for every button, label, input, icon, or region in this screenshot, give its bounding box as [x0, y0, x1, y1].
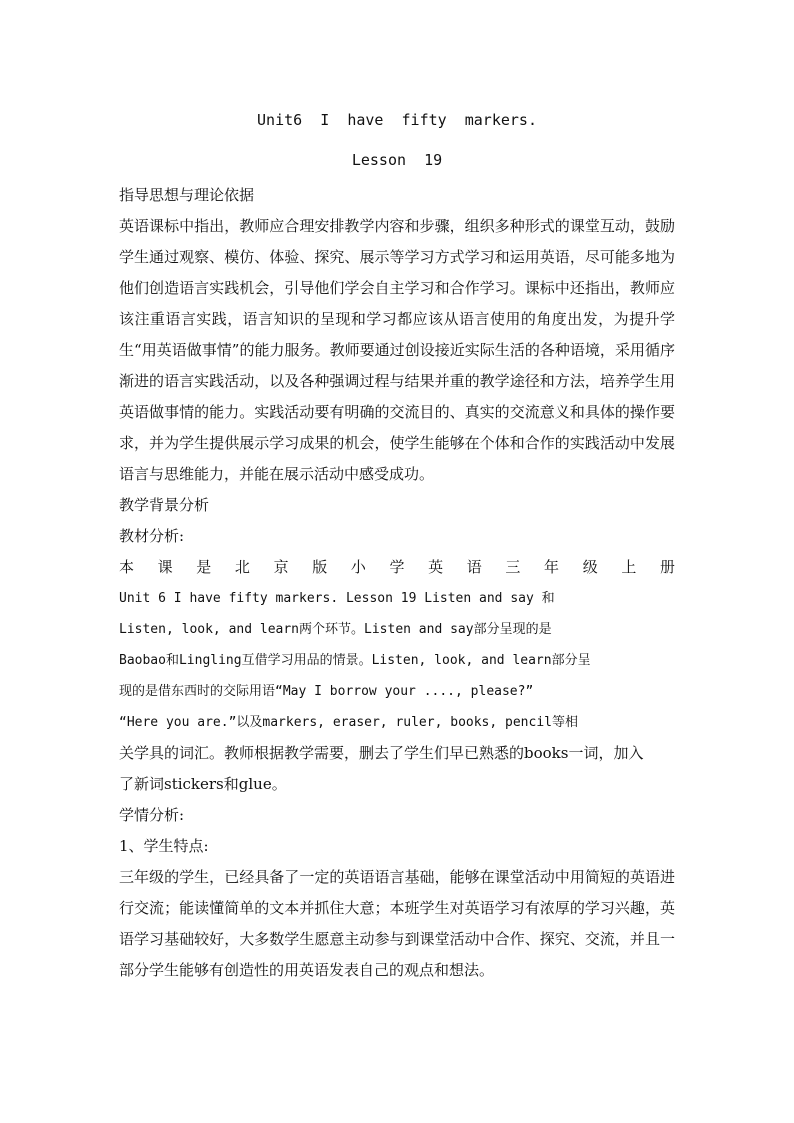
material-heading: 教材分析: — [119, 527, 185, 545]
material-line-6: “Here you are.”以及markers, eraser, ruler, books, pencil等相 — [119, 715, 578, 730]
material-line-2: Unit 6 I have fifty markers. Lesson 19 Listen and say 和 — [119, 591, 555, 606]
guide-paragraph: 英语课标中指出，教师应合理安排教学内容和步骤，组织多种形式的课堂互动，鼓励学生通过观察、模仿、体验、探究、展示等学习方式学习和运用英语，尽可能多地为他们创造语言实践机会，引导他们学会自主学习和合作学习。课标中还指出，教师应该注重语言实践，语言知识的呈现和学习都应该从语言使用的角度出发，为提升学生“用英语做事情”的能力服务。教师要通过创设接近实际生活的各种语境，采用循序渐进的语言实践活动，以及各种强调过程与结果并重的教学途径和方法，培养学生用英语做事情的能力。实践活动要有明确的交流目的、真实的交流意义和具体的操作要求，并为学生提供展示学习成果的机会，使学生能够在个体和合作的实践活动中发展语言与思维能力，并能在展示活动中感受成功。 — [119, 217, 675, 483]
material-line-4: Baobao和Lingling互借学习用品的情景。Listen, look, and learn部分呈 — [119, 653, 591, 668]
background-heading: 教学背景分析 — [119, 496, 210, 514]
learner-heading: 学情分析: — [119, 806, 185, 824]
material-line-8: 了新词stickers和glue。 — [119, 775, 287, 793]
document-page — [119, 100, 675, 986]
learner-paragraph: 三年级的学生，已经具备了一定的英语语言基础，能够在课堂活动中用简短的英语进行交流；能读懂简单的文本并抓住大意；本班学生对英语学习有浓厚的学习兴趣，英语学习基础较好，大多数学生愿意主动参与到课堂活动中合作、探究、交流，并且一部分学生能够有创造性的用英语发表自己的观点和想法。 — [119, 868, 675, 979]
learner-subheading: 1、学生特点: — [119, 837, 209, 855]
material-line-3: Listen, look, and learn两个环节。Listen and say部分呈现的是 — [119, 622, 552, 637]
guide-heading: 指导思想与理论依据 — [119, 186, 255, 204]
material-line-7: 关学具的词汇。教师根据教学需要，删去了学生们早已熟悉的books一词，加入 — [119, 744, 644, 762]
lesson-subtitle: Lesson 19 — [351, 151, 443, 169]
document-title: Unit6 I have fifty markers. — [257, 111, 537, 129]
material-line-5: 现的是借东西时的交际用语“May I borrow your ...., please?” — [119, 684, 534, 699]
material-line-1: 本课是北京版小学英语三年级上册 — [119, 558, 675, 576]
